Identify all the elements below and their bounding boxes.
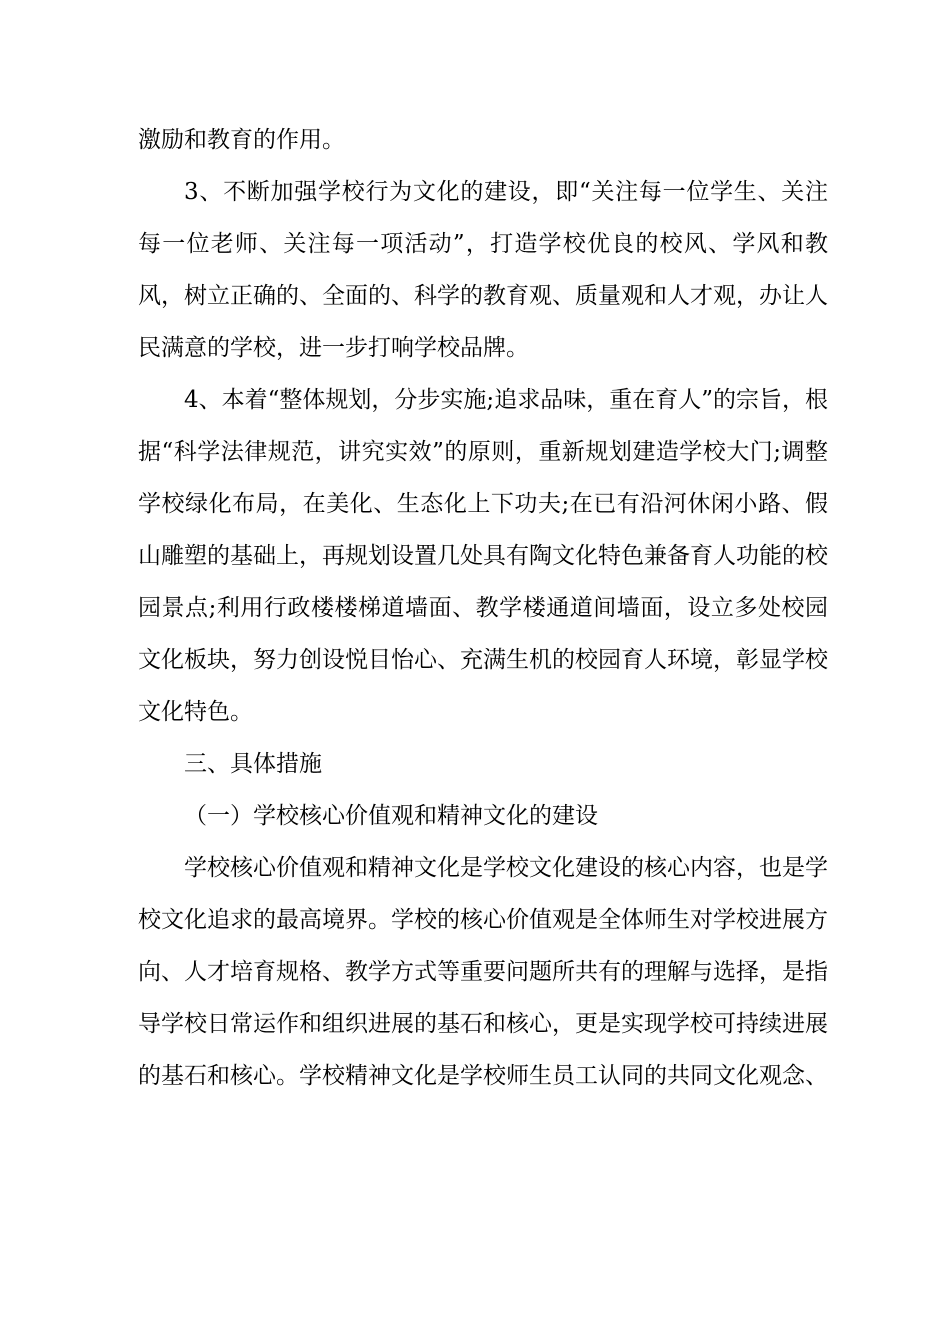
paragraph-behavior-culture: 3、不断加强学校行为文化的建设，即“关注每一位学生、关注每一位老师、关注每一项活动”，打造学校优良的校风、学风和教风，树立正确的、全面的、科学的教育观、质量观和人才观，办让人民满意的学校，进一步打响学校品牌。	[138, 179, 828, 361]
paragraph-campus-planning: 4、本着“整体规划，分步实施;追求品味，重在育人”的宗旨，根据“科学法律规范，讲究实效”的原则，重新规划建造学校大门;调整学校绿化布局，在美化、生态化上下功夫;在已有沿河休闲小路、假山雕塑的基础上，再规划设置几处具有陶文化特色兼备育人功能的校园景点;利用行政楼楼梯道墙面、教学楼通道间墙面，设立多处校园文化板块，努力创设悦目怡心、充满生机的校园育人环境，彰显学校文化特色。	[138, 387, 828, 725]
document-body	[138, 114, 828, 1102]
section-heading-measures: 三、具体措施	[184, 751, 322, 777]
subsection-heading-core-values: （一）学校核心价值观和精神文化的建设	[184, 803, 598, 829]
paragraph-continuation: 激励和教育的作用。	[138, 127, 345, 153]
paragraph-core-values: 学校核心价值观和精神文化是学校文化建设的核心内容，也是学校文化追求的最高境界。学校的核心价值观是全体师生对学校进展方向、人才培育规格、教学方式等重要问题所共有的理解与选择，是指导学校日常运作和组织进展的基石和核心，更是实现学校可持续进展的基石和核心。学校精神文化是学校师生员工认同的共同文化观念、	[138, 855, 828, 1089]
